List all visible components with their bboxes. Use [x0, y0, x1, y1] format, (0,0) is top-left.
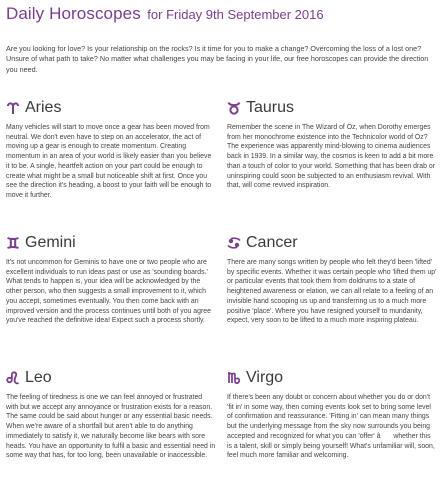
gemini-icon — [6, 236, 20, 250]
sign-horoscope-text: The feeling of tiredness is one we can feel annoyed or frustrated with but we accept any annoyance or frustration exists for a reason. The same could be said about hunger or any essential basic needs. When we're aware of a shortfall but aren't able to do anything immediately to satisfy it, we naturally become like bears with sore heads. You have an opportunity to fulfil a basic and essential need in some way that has, for too long, been unavailable or inaccessible. — [6, 394, 216, 460]
taurus-icon — [227, 101, 241, 115]
sign-name: Taurus — [246, 99, 295, 116]
sign-heading[interactable] — [6, 368, 216, 388]
sign-heading[interactable] — [227, 98, 437, 118]
sign-heading[interactable] — [6, 98, 216, 118]
page-date: for Friday 9th September 2016 — [147, 7, 324, 22]
sign-card-taurus — [227, 98, 437, 191]
sign-name: Cancer — [246, 234, 298, 251]
sign-card-virgo — [227, 368, 437, 461]
sign-name: Aries — [25, 99, 62, 116]
sign-heading[interactable] — [227, 368, 437, 388]
cancer-icon — [227, 236, 241, 250]
sign-horoscope-text: If there's been any doubt or concern about whether you do or don't 'fit in' in some way, then coming events look set to bring some level of confirmation and reassurance. 'Fitting in' can mean many things but the underlying message from the sky now surrounds you being accepted and recognized for what you can 'offer' â whether this is a talent, skill or simply being yourself! What's unfamiliar will, soon, feel much more familiar and welcoming. — [227, 394, 435, 460]
sign-name: Leo — [25, 369, 52, 386]
sign-horoscope-text: Remember the scene in The Wizard of Oz, when Dorothy emerges from her monochrome existence into the Technicolor world of Oz? The experience was apparently mind-blowing to cinema audiences back in 1939. In a similar way, the cosmos is keen to add a bit more than a touch of color to your world. Something that has been drab or uninspiring could soon be subjected to an enthusiasm revival. With that, will come revived inspiration. — [227, 124, 435, 190]
sign-name: Gemini — [25, 234, 76, 251]
page-title: Daily Horoscopes — [6, 4, 141, 23]
sign-horoscope-text: There are many songs written by people who felt they'd been 'lifted' by specific events. Whether it was certain people who 'lifted them up' or particular events that took them from doldrums to a state of heightened awareness or elation, we can all relate to a feeling of an invisible hand scooping us up and transferring us to a much more positive 'place'. Where you have resigned yourself to mundanity, expect, very soon to be lifted to a much more inspiring plateau. — [227, 259, 437, 325]
aries-icon — [6, 101, 20, 115]
sign-horoscope-text: Many vehicles will start to move once a gear has been moved from neutral. We don't even have to step on an accelerator, the act of moving up a gear is enough to create momentum. Creating momentum in an area of your world is likely easier than you believe it to be. A single, heartfelt action on your part could be enough to create what might be a small but noticeable shift at first. Once you see the direction it's heading, a boost to your faith will be enough to move it further. — [6, 124, 212, 199]
sign-horoscope-text: It's not uncommon for Geminis to have one or two people who are excellent individuals to run ideas past or use as 'sounding boards.' What tends to happen is, your idea will be acknowledged by the other person, who then suggests a small improvement to it, which you accept, sometimes eventually. You then come back with an improved version and the process continues until both of you agree you've reached the definitive idea! Expect such a process shortly. — [6, 259, 211, 325]
sign-card-cancer — [227, 233, 437, 326]
virgo-icon — [227, 371, 241, 385]
leo-icon — [6, 371, 20, 385]
sign-card-aries — [6, 98, 216, 201]
sign-card-gemini — [6, 233, 216, 326]
sign-heading[interactable] — [6, 233, 216, 253]
sign-name: Virgo — [246, 369, 284, 386]
intro-text: Are you looking for love? Is your relationship on the rocks? Is it time for you to make a change? Overcoming the loss of a lost one? Unsure of what path to take? No matter what challenges you may be facing in your life, our free horoscopes can provide the direction you need. — [6, 44, 429, 74]
sign-heading[interactable] — [227, 233, 437, 253]
page-header — [6, 4, 436, 28]
sign-card-leo — [6, 368, 216, 461]
